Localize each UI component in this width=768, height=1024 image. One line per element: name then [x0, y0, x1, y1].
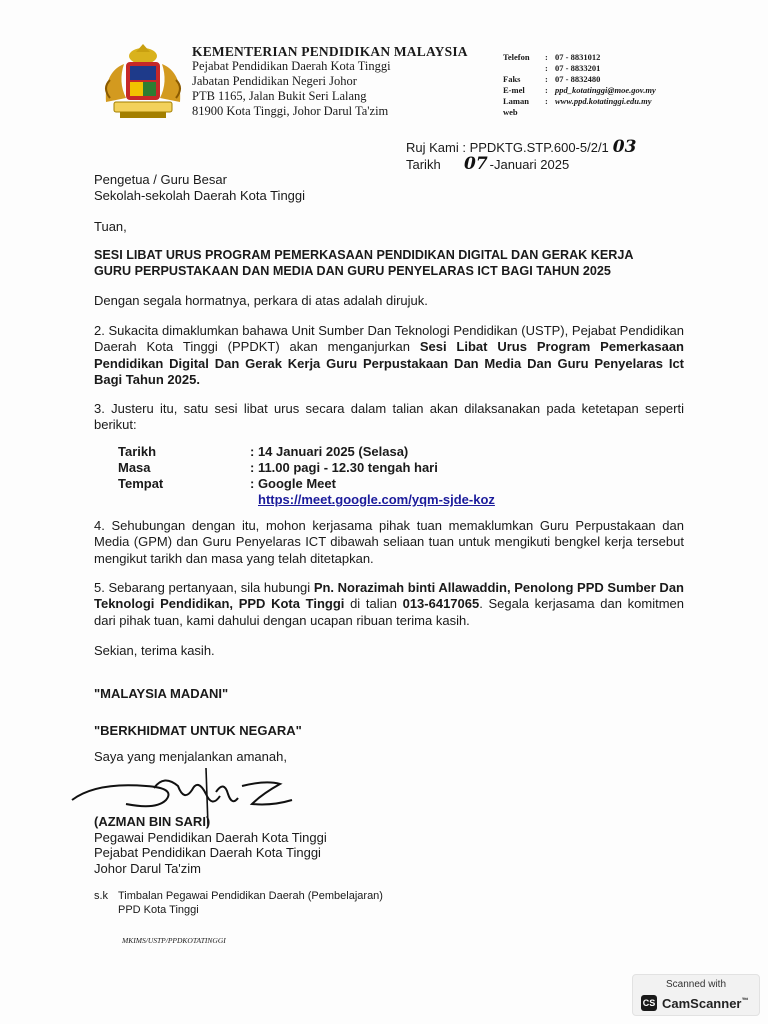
paragraph-1: Dengan segala hormatnya, perkara di atas adalah dirujuk.	[94, 293, 428, 308]
tarikh-handwritten-day: 07	[464, 154, 488, 174]
paragraph-2-bold: Sesi Libat Urus Program Pemerkasaan Pendidikan Digital Dan Gerak Kerja Guru Perpustakaan Dan Media Dan Guru Penyelaras Ict Bagi Tahun 2025.	[94, 339, 684, 387]
camscanner-brand-name: CamScanner	[662, 995, 742, 1011]
detail-label: Masa	[118, 460, 151, 475]
contact-label: Telefon	[503, 52, 530, 62]
cc-line-2: PPD Kota Tinggi	[118, 904, 199, 916]
contact-colon: :	[545, 52, 548, 62]
title-line-2: GURU PERPUSTAKAAN DAN MEDIA DAN GURU PENYELARAS ICT BAGI TAHUN 2025	[94, 264, 611, 279]
detail-row-time	[118, 460, 495, 476]
recipient	[94, 172, 684, 205]
contact-colon: :	[545, 85, 548, 95]
detail-label: Tarikh	[118, 444, 157, 459]
contact-row-phone	[503, 52, 656, 63]
camscanner-brand-row	[641, 995, 748, 1011]
paragraph-4: 4. Sehubungan dengan itu, mohon kerjasama pihak tuan memaklumkan Guru Perpustakaan dan Media (GPM) dan Guru Penyelaras ICT dibawah seliaan tuan untuk mengikuti bengkel kerja tersebut mengikut tarikh dan masa yang telah ditetapkan.	[94, 518, 684, 566]
contact-row-email	[503, 85, 656, 96]
amanah-line: Saya yang menjalankan amanah,	[94, 749, 287, 764]
ruj-kami-text: Ruj Kami : PPDKTG.STP.600-5/2/1	[406, 140, 609, 155]
signatory-block	[94, 814, 327, 876]
paragraph-2	[94, 323, 684, 388]
cc-row	[94, 889, 383, 903]
paragraph-5-post: . Segala kerjasama dan komitmen dari pihak tuan, kami dahului dengan ucapan ribuan terima kasih.	[94, 596, 684, 628]
cc-block	[94, 889, 383, 917]
scanned-with-label: Scanned with	[665, 979, 727, 990]
signatory-title: Pegawai Pendidikan Daerah Kota Tinggi	[94, 829, 327, 845]
title-line-1: SESI LIBAT URUS PROGRAM PEMERKASAAN PENDIDIKAN DIGITAL DAN GERAK KERJA	[94, 248, 634, 262]
detail-row-date	[118, 444, 495, 460]
cc-tag-empty	[94, 903, 118, 917]
contact-row-web	[503, 96, 656, 118]
detail-label-empty	[118, 492, 250, 508]
cc-row-2	[94, 903, 383, 917]
department-name: Jabatan Pendidikan Negeri Johor	[192, 74, 357, 88]
ruj-kami-row	[406, 139, 636, 156]
contact-value: 07 - 8832480	[555, 74, 601, 84]
reference-block	[406, 139, 636, 173]
contact-value: 07 - 8833201	[555, 63, 601, 73]
signatory-state: Johor Darul Ta'zim	[94, 860, 202, 876]
paragraph-5	[94, 580, 684, 629]
camscanner-badge	[632, 974, 760, 1016]
camscanner-trademark: ™	[741, 997, 749, 1005]
contact-label: Faks	[503, 74, 521, 84]
contact-label: E-mel	[503, 85, 525, 95]
contact-colon: :	[545, 63, 548, 73]
file-code: MKIMS/USTP/PPDKOTATINGGI	[122, 936, 226, 945]
slogan-berkhidmat: "BERKHIDMAT UNTUK NEGARA"	[94, 723, 302, 738]
contact-colon: :	[545, 74, 548, 84]
ministry-name: KEMENTERIAN PENDIDIKAN MALAYSIA	[192, 44, 468, 59]
contact-block	[503, 52, 656, 118]
slogan-madani: "MALAYSIA MADANI"	[94, 686, 229, 701]
contact-label	[503, 63, 545, 74]
paragraph-2-text: 2. Sukacita dimaklumkan bahawa Unit Sumber Dan Teknologi Pendidikan (USTP), Pejabat Pendidikan Daerah Kota Tinggi (PPDKT) akan menganjurkan	[94, 323, 684, 355]
contact-colon: :	[545, 96, 548, 106]
address-line-2: 81900 Kota Tinggi, Johor Darul Ta'zim	[192, 104, 389, 118]
detail-row-place	[118, 476, 495, 492]
recipient-line-2: Sekolah-sekolah Daerah Kota Tinggi	[94, 188, 306, 204]
detail-value: : 11.00 pagi - 12.30 tengah hari	[250, 460, 438, 475]
meeting-link[interactable]: https://meet.google.com/yqm-sjde-koz	[258, 492, 495, 507]
contact-value: www.ppd.kotatinggi.edu.my	[555, 96, 652, 106]
contact-row-fax	[503, 74, 656, 85]
coat-of-arms-icon	[96, 42, 190, 122]
salutation: Tuan,	[94, 219, 127, 234]
paragraph-5-phone: 013-6417065	[402, 596, 480, 612]
detail-row-link	[118, 492, 495, 508]
paragraph-5-contact: Pn. Norazimah binti Allawaddin, Penolong PPD Sumber Dan Teknologi Pendidikan, PPD Kota Tinggi	[94, 580, 684, 612]
camscanner-brand	[662, 996, 748, 1011]
event-details	[118, 444, 495, 508]
signatory-office: Pejabat Pendidikan Daerah Kota Tinggi	[94, 845, 321, 860]
paragraph-5-mid: di talian	[344, 596, 403, 612]
office-name: Pejabat Pendidikan Daerah Kota Tinggi	[192, 59, 391, 73]
cc-line-1: Timbalan Pegawai Pendidikan Daerah (Pembelajaran)	[118, 890, 383, 902]
paragraph-5-pre: 5. Sebarang pertanyaan, sila hubungi	[94, 580, 314, 595]
tarikh-row	[406, 156, 636, 173]
detail-value: : 14 Januari 2025 (Selasa)	[250, 444, 409, 459]
contact-value: 07 - 8831012	[555, 52, 601, 62]
tarikh-label: Tarikh	[406, 157, 441, 172]
cc-tag: s.k	[94, 890, 109, 902]
ruj-handwritten-number: 03	[612, 137, 637, 157]
detail-value: : Google Meet	[250, 476, 336, 491]
contact-row-phone-2	[503, 63, 656, 74]
letter-title	[94, 247, 684, 280]
contact-value: ppd_kotatinggi@moe.gov.my	[555, 85, 656, 95]
address-line-1: PTB 1165, Jalan Bukit Seri Lalang	[192, 89, 367, 103]
tarikh-rest: -Januari 2025	[489, 157, 570, 172]
camscanner-logo-icon: CS	[641, 995, 657, 1011]
letterhead	[192, 44, 468, 119]
paragraph-3: 3. Justeru itu, satu sesi libat urus secara dalam talian akan dilaksanakan pada ketetapan seperti berikut:	[94, 401, 684, 433]
contact-label: Laman web	[503, 96, 529, 117]
recipient-line-1: Pengetua / Guru Besar	[94, 172, 227, 187]
signatory-name: (AZMAN BIN SARI)	[94, 814, 211, 829]
detail-label: Tempat	[118, 476, 164, 491]
closing: Sekian, terima kasih.	[94, 643, 215, 658]
